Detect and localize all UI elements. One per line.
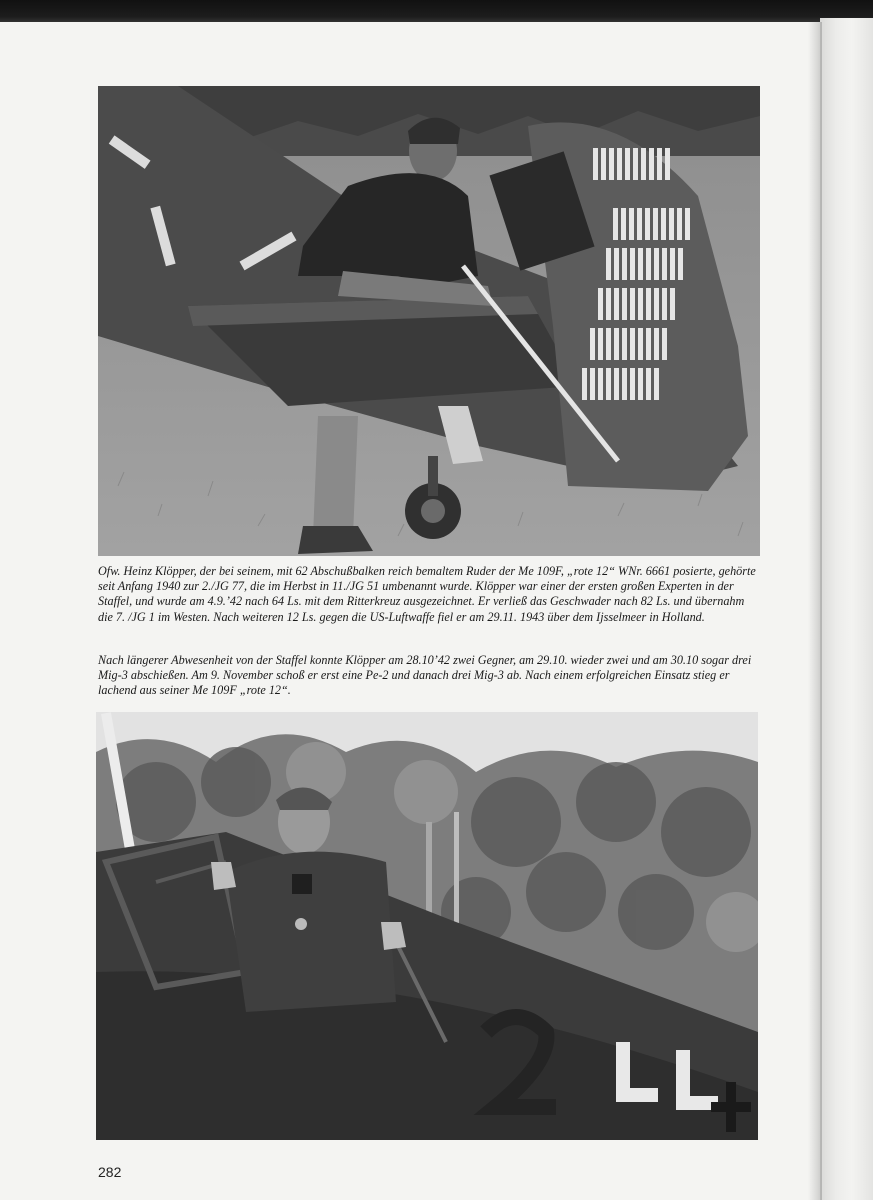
caption-top-photo: Ofw. Heinz Klöpper, der bei seinem, mit 62 Abschußbalken reich bemaltem Ruder der Me 109F, „rote 12“ WNr. 6661 posierte, gehörte seit Anfang 1940 zur 2./JG 77, die im Herbst in 11./JG 51 umbenannt wurde. Klöpper war einer der ersten großen Experten in der Staffel, und wurde am 4.9.’42 nach 64 Ls. mit dem Ritterkreuz ausgezeichnet. Er verließ das Geschwader nach 82 Ls. und übernahm die 7. /JG 1 im Westen. Nach weiteren 12 Ls. gegen die US-Luftwaffe fiel er am 29.11. 1943 über dem Ijsselmeer in Holland. (98, 564, 756, 624)
page-number: 282 (98, 1164, 122, 1180)
photo-pilot-in-cockpit (96, 712, 758, 1140)
caption-bottom-photo: Nach längerer Abwesenheit von der Staffel konnte Klöpper am 28.10’42 zwei Gegner, am 29.10. wieder zwei und am 30.10 sogar drei Mig-3 abschießen. Am 9. November schoß er erst eine Pe-2 und danach drei Mig-3 ab. Nach einem erfolgreichen Einsatz stieg er lachend aus seiner Me 109F „rote 12“. (98, 653, 752, 698)
page-gutter-shadow (808, 22, 822, 1200)
next-page-edge (820, 18, 873, 1200)
book-binding-edge (0, 0, 873, 24)
photo-pilot-at-rudder (98, 86, 760, 556)
